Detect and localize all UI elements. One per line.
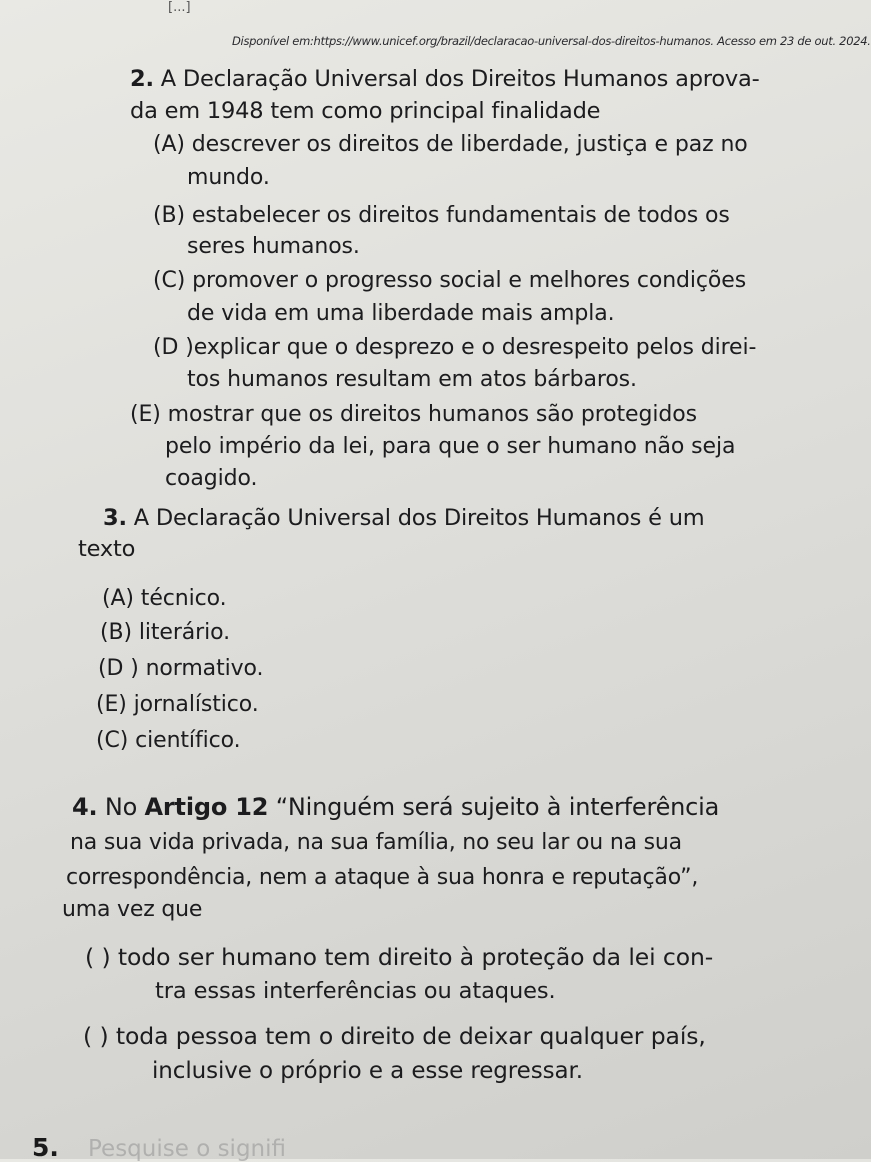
q3-option-d: (D ) normativo. xyxy=(98,656,264,681)
q3-number: 3. xyxy=(103,505,127,531)
ellipsis-mark: [...] xyxy=(168,0,191,15)
q4-stem-line3: correspondência, nem a ataque à sua honra e reputação”, xyxy=(66,865,699,890)
q2-option-b-line1: (B) estabelecer os direitos fundamentais de todos os xyxy=(153,203,730,228)
q4-item-1-line1 xyxy=(85,943,713,971)
q4-article-ref: Artigo 12 xyxy=(144,793,269,821)
q4-item-1-text: todo ser humano tem direito à proteção da lei con- xyxy=(117,943,714,971)
q4-item-2-line2: inclusive o próprio e a esse regressar. xyxy=(152,1058,583,1084)
q4-stem-part1: No xyxy=(104,793,145,821)
q5-partial-text: Pesquise o signifi xyxy=(88,1136,287,1162)
q3-stem-line2: texto xyxy=(78,536,136,562)
q2-number: 2. xyxy=(130,66,154,92)
q2-option-d-line1: (D )explicar que o desprezo e o desrespeito pelos direi- xyxy=(153,335,757,360)
q4-stem-part2: “Ninguém será sujeito à interferência xyxy=(268,793,720,821)
q4-item-1-paren[interactable]: ( ) xyxy=(85,943,111,971)
q3-option-a: (A) técnico. xyxy=(102,586,227,611)
q4-item-2-text: toda pessoa tem o direito de deixar qualquer país, xyxy=(115,1022,706,1050)
q2-option-d-line2: tos humanos resultam em atos bárbaros. xyxy=(187,367,637,392)
q2-stem-line2: da em 1948 tem como principal finalidade xyxy=(130,98,601,124)
q2-option-b-line2: seres humanos. xyxy=(187,234,360,259)
q2-option-c-line1: (C) promover o progresso social e melhores condições xyxy=(153,268,747,293)
q2-option-a-line1: (A) descrever os direitos de liberdade, justiça e paz no xyxy=(153,132,748,157)
q4-stem-line4: uma vez que xyxy=(62,897,203,922)
q3-option-c: (C) científico. xyxy=(96,728,241,753)
q3-stem-text: A Declaração Universal dos Direitos Humanos é um xyxy=(133,505,705,531)
q4-number: 4. xyxy=(72,793,98,821)
q2-option-e-line2: pelo império da lei, para que o ser humano não seja xyxy=(165,434,736,459)
q2-option-e-line3: coagido. xyxy=(165,466,258,491)
q5-number: 5. xyxy=(32,1133,59,1162)
q3-stem-line1 xyxy=(103,505,704,531)
q4-item-2-paren[interactable]: ( ) xyxy=(83,1022,109,1050)
q4-stem-line1 xyxy=(72,793,719,821)
q2-option-a-line2: mundo. xyxy=(187,165,270,190)
q2-option-c-line2: de vida em uma liberdade mais ampla. xyxy=(187,301,615,326)
q4-item-2-line1 xyxy=(83,1022,706,1050)
q2-stem-line1 xyxy=(130,66,760,92)
q2-stem-text: A Declaração Universal dos Direitos Humanos aprova- xyxy=(160,66,760,92)
q4-item-1-line2: tra essas interferências ou ataques. xyxy=(155,978,556,1004)
q2-option-e-line1: (E) mostrar que os direitos humanos são protegidos xyxy=(130,402,697,427)
q3-option-e: (E) jornalístico. xyxy=(96,692,259,717)
source-citation: Disponível em:https://www.unicef.org/brazil/declaracao-universal-dos-direitos-humanos. Acesso em 23 de out. 2024. xyxy=(232,34,871,48)
q4-stem-line2: na sua vida privada, na sua família, no seu lar ou na sua xyxy=(70,830,682,855)
q3-option-b: (B) literário. xyxy=(100,620,230,645)
